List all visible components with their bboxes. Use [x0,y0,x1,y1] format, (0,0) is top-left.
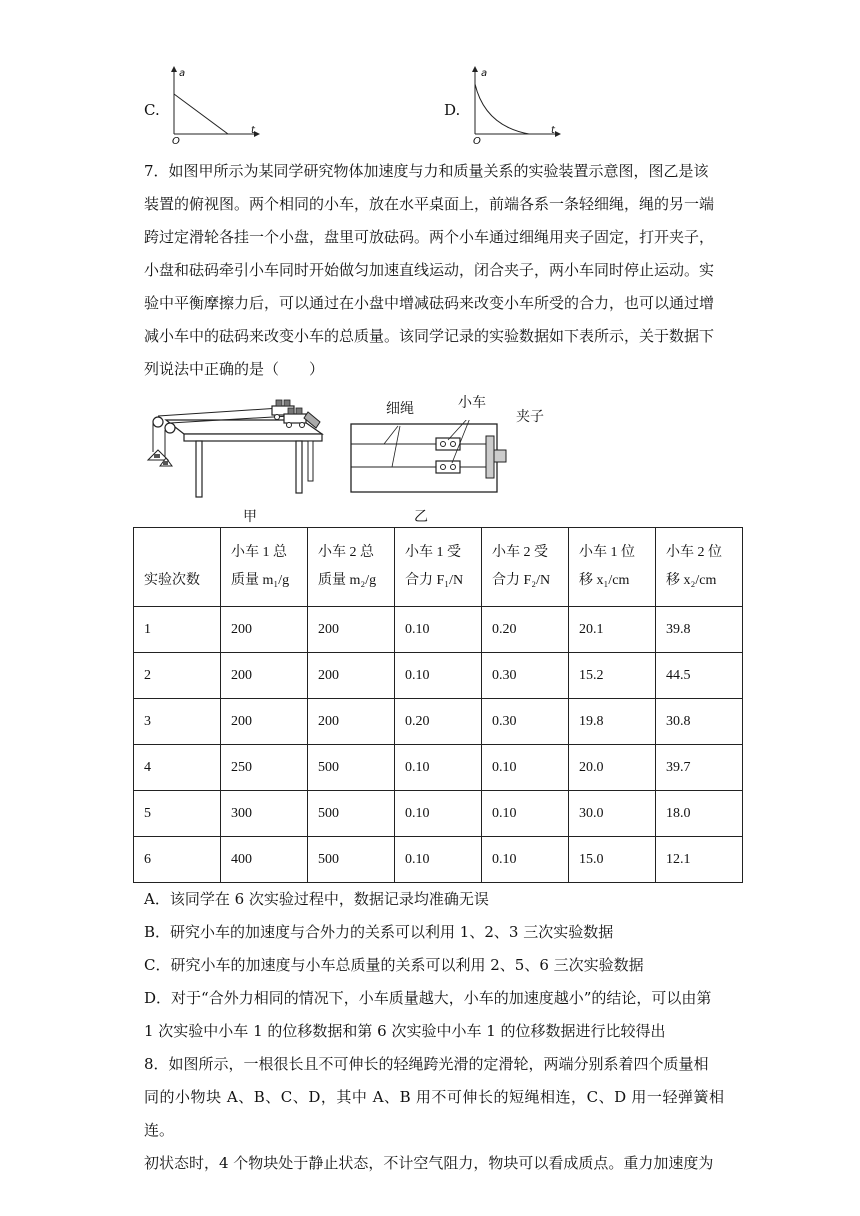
choice-b[interactable]: B．研究小车的加速度与合外力的关系可以利用 1、2、3 三次实验数据 [144,923,614,941]
table-cell: 20.1 [569,607,656,653]
table-cell: 15.0 [569,837,656,883]
table-row [134,607,743,653]
table-cell: 300 [221,791,308,837]
table-cell: 18.0 [656,791,743,837]
table-cell: 250 [221,745,308,791]
label-clip: 夹子 [516,409,544,425]
q7-line: 7．如图甲所示为某同学研究物体加速度与力和质量关系的实验装置示意图，图乙是该 [144,162,709,180]
table-cell: 2 [134,653,221,699]
table-header-cell: 小车 2 位 移 x₂/cm [656,528,743,607]
table-cell: 30.0 [569,791,656,837]
table-cell: 200 [308,607,395,653]
q7-line: 验中平衡摩擦力后，可以通过在小盘中增减砝码来改变小车所受的合力，也可以通过增 [144,294,715,312]
caption-yi: 乙 [414,509,428,525]
q7-line: 跨过定滑轮各挂一个小盘，盘里可放砝码。两个小车通过细绳用夹子固定，打开夹子， [144,228,715,246]
table-cell: 200 [308,653,395,699]
option-d-curve [475,84,529,134]
q8-line: 初状态时，4 个物块处于静止状态，不计空气阻力，物块可以看成质点。重力加速度为 [144,1154,714,1172]
choice-d[interactable]: D．对于“合外力相同的情况下，小车质量越大，小车的加速度越小”的结论，可以由第 [144,989,712,1007]
table-cell: 0.20 [395,699,482,745]
table-header-cell: 实验次数 [134,528,221,607]
experiment-data-table [133,527,743,883]
option-c-curve [174,94,228,134]
table-cell: 39.7 [656,745,743,791]
figure-yi-topview [348,420,508,496]
table-header-row [134,528,743,607]
q8-line: 同的小物块 A、B、C、D，其中 A、B 用不可伸长的短绳相连，C、D 用一轻弹簧相连。 [144,1088,724,1139]
table-cell: 200 [221,653,308,699]
table-cell: 200 [308,699,395,745]
table-cell: 0.10 [482,791,569,837]
option-d-origin: O [473,136,481,147]
table-cell: 0.30 [482,653,569,699]
table-header-cell: 小车 2 受 合力 F₂/N [482,528,569,607]
table-header-cell: 小车 1 总 质量 m₁/g [221,528,308,607]
table-cell: 0.10 [395,791,482,837]
table-row [134,699,743,745]
table-cell: 12.1 [656,837,743,883]
caption-jia: 甲 [243,509,257,525]
table-row [134,653,743,699]
label-cart: 小车 [458,395,486,411]
table-cell: 5 [134,791,221,837]
table-row [134,791,743,837]
answer-choices [144,883,724,1048]
option-d-label: D. [444,101,461,119]
question-7-text [144,155,724,386]
table-cell: 19.8 [569,699,656,745]
q7-line: 减小车中的砝码来改变小车的总质量。该同学记录的实验数据如下表所示，关于数据下 [144,327,715,345]
q8-line: 8．如图所示，一根很长且不可伸长的轻绳跨光滑的定滑轮，两端分别系着四个质量相 [144,1055,709,1073]
option-c-label: C. [144,101,160,119]
choice-a[interactable]: A．该同学在 6 次实验过程中，数据记录均准确无误 [144,890,489,908]
table-cell: 3 [134,699,221,745]
table-header-cell: 小车 2 总 质量 m₂/g [308,528,395,607]
choice-c[interactable]: C．研究小车的加速度与小车总质量的关系可以利用 2、5、6 三次实验数据 [144,956,644,974]
table-cell: 0.20 [482,607,569,653]
table-cell: 15.2 [569,653,656,699]
table-cell: 0.10 [395,837,482,883]
table-cell: 400 [221,837,308,883]
option-d-axis-x: t [551,125,555,136]
table-cell: 0.10 [482,837,569,883]
table-cell: 39.8 [656,607,743,653]
table-cell: 0.10 [395,607,482,653]
table-cell: 30.8 [656,699,743,745]
table-cell: 200 [221,699,308,745]
table-cell: 4 [134,745,221,791]
table-cell: 200 [221,607,308,653]
option-c-origin: O [172,136,180,147]
table-row [134,837,743,883]
figure-jia-apparatus [140,396,340,500]
option-d-axis-y: a [481,68,488,79]
option-c-axis-x: t [251,125,255,136]
question-8-text [144,1048,724,1180]
q7-line: 装置的俯视图。两个相同的小车，放在水平桌面上，前端各系一条轻细绳，绳的另一端 [144,195,715,213]
choice-d-continued: 1 次实验中小车 1 的位移数据和第 6 次实验中小车 1 的位移数据进行比较得出 [144,1022,666,1040]
table-cell: 0.10 [395,653,482,699]
table-cell: 44.5 [656,653,743,699]
option-c-axis-y: a [179,68,186,79]
table-header-cell: 小车 1 受 合力 F₁/N [395,528,482,607]
table-cell: 500 [308,791,395,837]
table-cell: 1 [134,607,221,653]
table-header-cell: 小车 1 位 移 x₁/cm [569,528,656,607]
table-cell: 0.10 [482,745,569,791]
table-cell: 0.30 [482,699,569,745]
table-row [134,745,743,791]
label-rope: 细绳 [386,401,414,417]
table-cell: 500 [308,837,395,883]
table-cell: 20.0 [569,745,656,791]
table-cell: 500 [308,745,395,791]
table-cell: 0.10 [395,745,482,791]
q7-line: 小盘和砝码牵引小车同时开始做匀加速直线运动，闭合夹子，两小车同时停止运动。实 [144,261,715,279]
table-cell: 6 [134,837,221,883]
q7-line: 列说法中正确的是（ ） [144,360,325,378]
